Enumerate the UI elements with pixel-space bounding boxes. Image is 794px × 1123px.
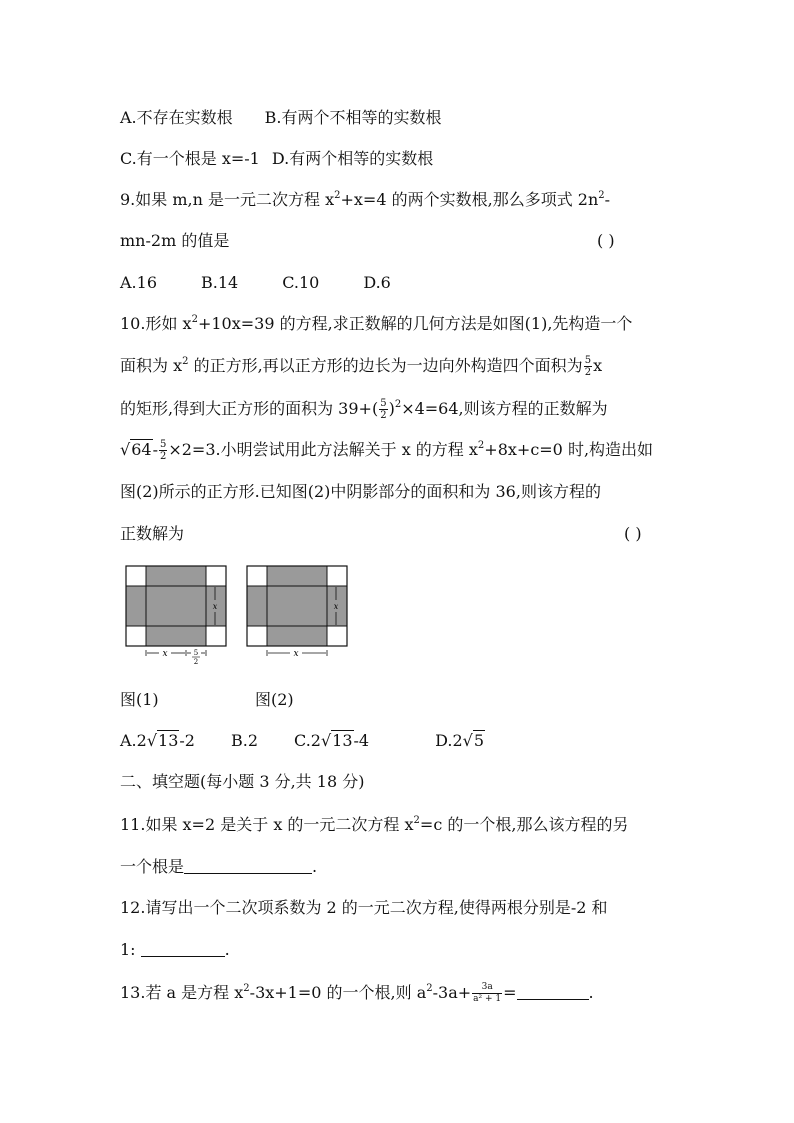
q8-option-b: B.有两个不相等的实数根 <box>264 108 442 127</box>
q13-sup: 2 <box>426 983 433 994</box>
q10-sup: 2 <box>394 399 402 410</box>
q8-options-row1 <box>120 108 442 128</box>
q10-text: 正数解为 <box>120 524 185 543</box>
q10-radicand: 13 <box>332 731 353 750</box>
q10-fraction <box>159 439 167 462</box>
q10-text: 10.形如 x <box>120 314 192 333</box>
q10-frac-den: 2 <box>584 367 592 378</box>
q11-answer-blank[interactable] <box>184 857 312 874</box>
q10-text: +10x=39 的方程,求正数解的几何方法是如图(1),先构造一个 <box>197 314 633 333</box>
q11-text: 11.如果 x=2 是关于 x 的一元二次方程 x <box>120 815 414 834</box>
figure-1-caption: 图(1) <box>120 690 159 709</box>
q9-option-d: D.6 <box>363 273 391 292</box>
q10-options <box>120 731 485 751</box>
q13-text: . <box>588 983 594 1002</box>
q10-stem-line2 <box>120 355 602 378</box>
q10-frac-den: 2 <box>159 451 167 462</box>
q9-stem-line1 <box>120 190 610 210</box>
q9-text: mn-2m 的值是 <box>120 231 230 250</box>
q13-frac-num: 3a <box>472 982 502 994</box>
q9-option-c: C.10 <box>282 273 320 292</box>
q8-option-a: A.不存在实数根 <box>120 108 233 127</box>
q10-frac-num: 5 <box>584 355 592 366</box>
q9-sup: 2 <box>598 190 605 201</box>
q13-sup: 2 <box>243 983 250 994</box>
q8-option-c: C.有一个根是 x=-1 <box>120 149 260 168</box>
q10-option-a <box>120 731 195 750</box>
q10-text: 图(2)所示的正方形.已知图(2)中阴影部分的面积和为 36,则该方程的 <box>120 482 601 501</box>
q10-frac-num: 5 <box>159 439 167 450</box>
fig1-label-x-vertical: x <box>212 602 218 611</box>
q9-stem-line2 <box>120 231 229 251</box>
figure-1 <box>120 562 230 672</box>
figure-2-caption: 图(2) <box>255 690 294 709</box>
q10-text: - <box>152 440 158 459</box>
q10-text: ) <box>388 399 395 418</box>
fig2-label-x: x <box>293 649 299 659</box>
q13-text: = <box>503 983 517 1002</box>
q9-answer-paren: ( ) <box>597 231 615 250</box>
q10-opt-text: D.2 <box>435 731 463 750</box>
q10-radicand: 13 <box>158 731 179 750</box>
q10-text: 的矩形,得到大正方形的面积为 39+( <box>120 399 379 418</box>
q10-stem-line3 <box>120 398 608 421</box>
q13-frac-den: a² + 1 <box>473 994 502 1004</box>
q10-text: x <box>593 356 603 375</box>
q10-frac-den: 2 <box>380 410 387 421</box>
q11-text: . <box>312 857 318 876</box>
q10-frac-num: 5 <box>380 398 387 409</box>
q10-opt-text: C.2 <box>294 731 321 750</box>
fig2-label-x-vertical: x <box>333 602 339 611</box>
q10-option-c <box>294 731 369 750</box>
q12-answer-blank[interactable] <box>141 940 225 957</box>
q10-sup: 2 <box>477 440 485 451</box>
q9-option-a: A.16 <box>120 273 157 292</box>
q9-text: +x=4 的两个实数根,那么多项式 2n <box>340 190 599 209</box>
section-heading: 二、填空题(每小题 3 分,共 18 分) <box>120 772 365 791</box>
q11-sup: 2 <box>413 815 420 826</box>
q13-text: -3a+ <box>432 983 472 1002</box>
q11-stem-line2 <box>120 857 317 877</box>
q12-text: 1: <box>120 940 141 959</box>
sqrt-symbol: √13 <box>320 731 353 750</box>
q9-options <box>120 273 391 293</box>
sqrt-symbol: √5 <box>462 731 485 750</box>
sqrt-symbol: √13 <box>146 731 179 750</box>
q10-text: 面积为 x <box>120 356 183 375</box>
figure-2 <box>241 562 351 672</box>
q11-stem-line1 <box>120 815 628 835</box>
q13-answer-blank[interactable] <box>517 983 589 1000</box>
q13-text: 13.若 a 是方程 x <box>120 983 244 1002</box>
q10-stem-line6 <box>120 524 184 544</box>
q11-text: 一个根是 <box>120 857 185 876</box>
q13-text: -3x+1=0 的一个根,则 a <box>249 983 427 1002</box>
q13-fraction <box>472 982 502 1005</box>
q9-text: 9.如果 m,n 是一元二次方程 x <box>120 190 335 209</box>
q10-text: 的正方形,再以正方形的边长为一边向外构造四个面积为 <box>188 356 583 375</box>
q10-answer-paren: ( ) <box>624 524 642 543</box>
q12-text: 12.请写出一个二次项系数为 2 的一元二次方程,使得两根分别是-2 和 <box>120 898 608 917</box>
q11-text: =c 的一个根,那么该方程的另 <box>419 815 629 834</box>
q10-radicand: 64 <box>131 440 152 459</box>
q10-stem-line5 <box>120 482 601 502</box>
q12-stem-line2 <box>120 940 230 960</box>
q10-option-d <box>435 731 485 750</box>
q10-fraction <box>584 355 592 378</box>
fig1-label-five: 5 <box>193 649 199 657</box>
q10-opt-text: -2 <box>179 731 195 750</box>
q13-stem <box>120 982 594 1005</box>
q8-options-row2 <box>120 149 433 169</box>
q10-text: ×4=64,则该方程的正数解为 <box>401 399 608 418</box>
q8-option-d: D.有两个相等的实数根 <box>271 149 434 168</box>
q10-opt-text: -4 <box>353 731 370 750</box>
q9-text: - <box>604 190 611 209</box>
q10-stem-line1 <box>120 314 632 334</box>
q9-option-b: B.14 <box>201 273 239 292</box>
q10-radicand: 5 <box>473 731 485 750</box>
q10-stem-line4 <box>120 439 653 462</box>
q10-opt-text: A.2 <box>120 731 147 750</box>
q9-sup: 2 <box>334 190 341 201</box>
q12-text: . <box>224 940 230 959</box>
q10-text: ×2=3.小明尝试用此方法解关于 x 的方程 x <box>168 440 478 459</box>
q10-sup: 2 <box>182 356 189 367</box>
sqrt-symbol: √64 <box>120 440 152 459</box>
q10-fraction <box>379 398 387 421</box>
q12-stem-line1 <box>120 898 608 918</box>
fig1-label-x: x <box>162 649 168 659</box>
q10-text: +8x+c=0 时,构造出如 <box>484 440 654 459</box>
q10-option-b: B.2 <box>230 731 259 750</box>
fig1-label-two: 2 <box>193 658 199 666</box>
q10-sup: 2 <box>191 314 198 325</box>
